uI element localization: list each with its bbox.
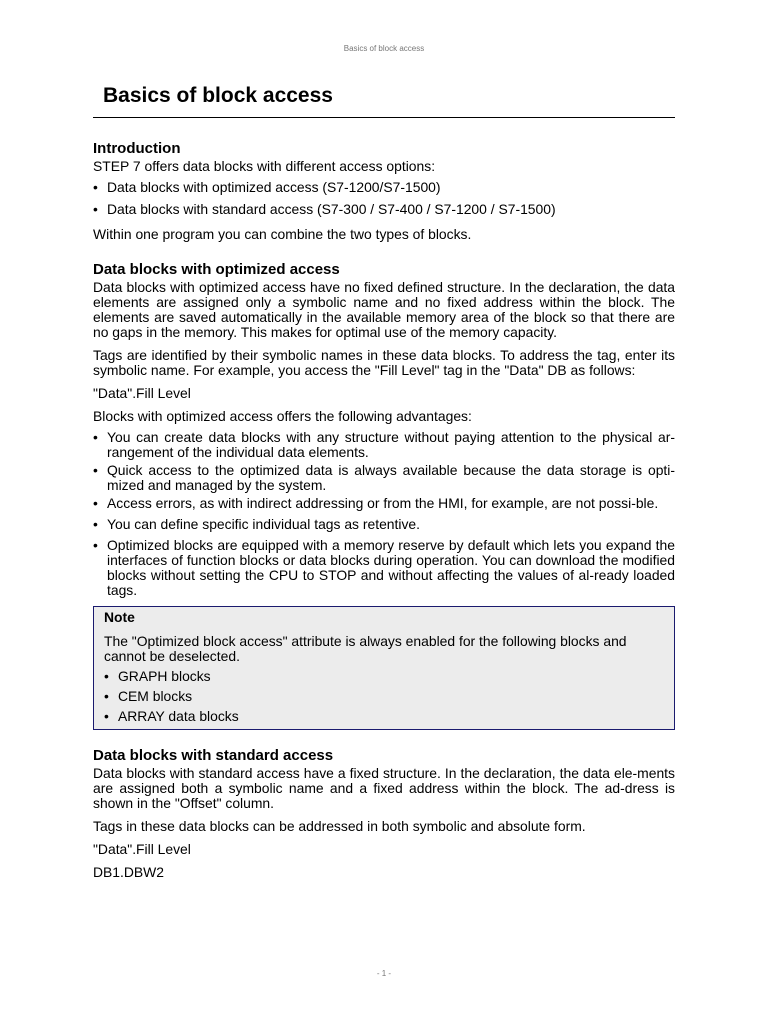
introduction-heading: Introduction [93,140,181,157]
list-item: • GRAPH blocks [104,668,211,684]
bullet-icon: • [93,495,98,511]
bullet-icon: • [104,668,109,684]
note-block-list [104,669,665,724]
bullet-icon: • [93,179,98,195]
introduction-text: STEP 7 offers data blocks with different access options: [93,158,436,174]
title-divider [93,117,675,118]
standard-example-symbolic: "Data".Fill Level [93,841,191,857]
bullet-icon: • [93,201,98,217]
page-title: Basics of block access [103,84,333,107]
bullet-icon: • [93,537,98,553]
optimized-access-heading: Data blocks with optimized access [93,261,340,278]
list-item: • Access errors, as with indirect addressing or from the HMI, for example, are not possi-ble. [93,495,659,511]
introduction-section [93,139,675,242]
standard-paragraph-2: Tags in these data blocks can be addressed in both symbolic and absolute form. [93,818,586,834]
standard-example-absolute: DB1.DBW2 [93,864,165,880]
access-options-list [93,180,675,217]
list-item: • Data blocks with standard access (S7-300 / S7-400 / S7-1200 / S7-1500) [93,201,556,217]
list-item: • Data blocks with optimized access (S7-1200/S7-1500) [93,179,441,195]
optimized-paragraph-2: Tags are identified by their symbolic names in these data blocks. To address the tag, enter its symbolic name. For example, you access the "Fill Level" tag in the "Data" DB as follows: [93,347,675,378]
standard-access-section [93,746,675,880]
introduction-closing: Within one program you can combine the two types of blocks. [93,226,472,242]
bullet-icon: • [93,429,98,445]
optimized-paragraph-1: Data blocks with optimized access have no fixed defined structure. In the declaration, the data elements are assigned only a symbolic name and no fixed address within the block. The elements are saved automatically in the available memory area of the block so that there are no gaps in the memory. This makes for optimal use of the memory capacity. [93,279,675,340]
list-item: • ARRAY data blocks [104,708,239,724]
note-title: Note [104,609,135,625]
bullet-icon: • [104,708,109,724]
page-number: - 1 - [376,969,392,978]
running-header: Basics of block access [343,44,425,53]
bullet-icon: • [93,462,98,478]
optimized-access-section [93,260,675,598]
note-box [93,606,675,730]
advantages-list [93,430,675,598]
list-item: • You can create data blocks with any structure without paying attention to the physical ar-rangement of the individual data elements. [93,429,675,460]
standard-access-heading: Data blocks with standard access [93,747,334,764]
list-item: • Optimized blocks are equipped with a memory reserve by default which lets you expand the interfaces of function blocks or data blocks during operation. You can download the modified blocks without setting the CPU to STOP and without affecting the values of al-ready loaded tags. [93,537,675,598]
list-item: • Quick access to the optimized data is always available because the data storage is opti-mized and managed by the system. [93,462,675,493]
document-body [93,139,675,888]
advantages-intro: Blocks with optimized access offers the following advantages: [93,408,472,424]
bullet-icon: • [93,516,98,532]
bullet-icon: • [104,688,109,704]
list-item: • You can define specific individual tags as retentive. [93,516,420,532]
list-item: • CEM blocks [104,688,193,704]
optimized-example: "Data".Fill Level [93,385,191,401]
standard-paragraph-1: Data blocks with standard access have a fixed structure. In the declaration, the data ele-ments are assigned both a symbolic name and a fixed address within the block. The ad-dress is shown in the "Offset" column. [93,765,675,811]
note-text: The "Optimized block access" attribute is always enabled for the following blocks and cannot be deselected. [104,633,627,664]
